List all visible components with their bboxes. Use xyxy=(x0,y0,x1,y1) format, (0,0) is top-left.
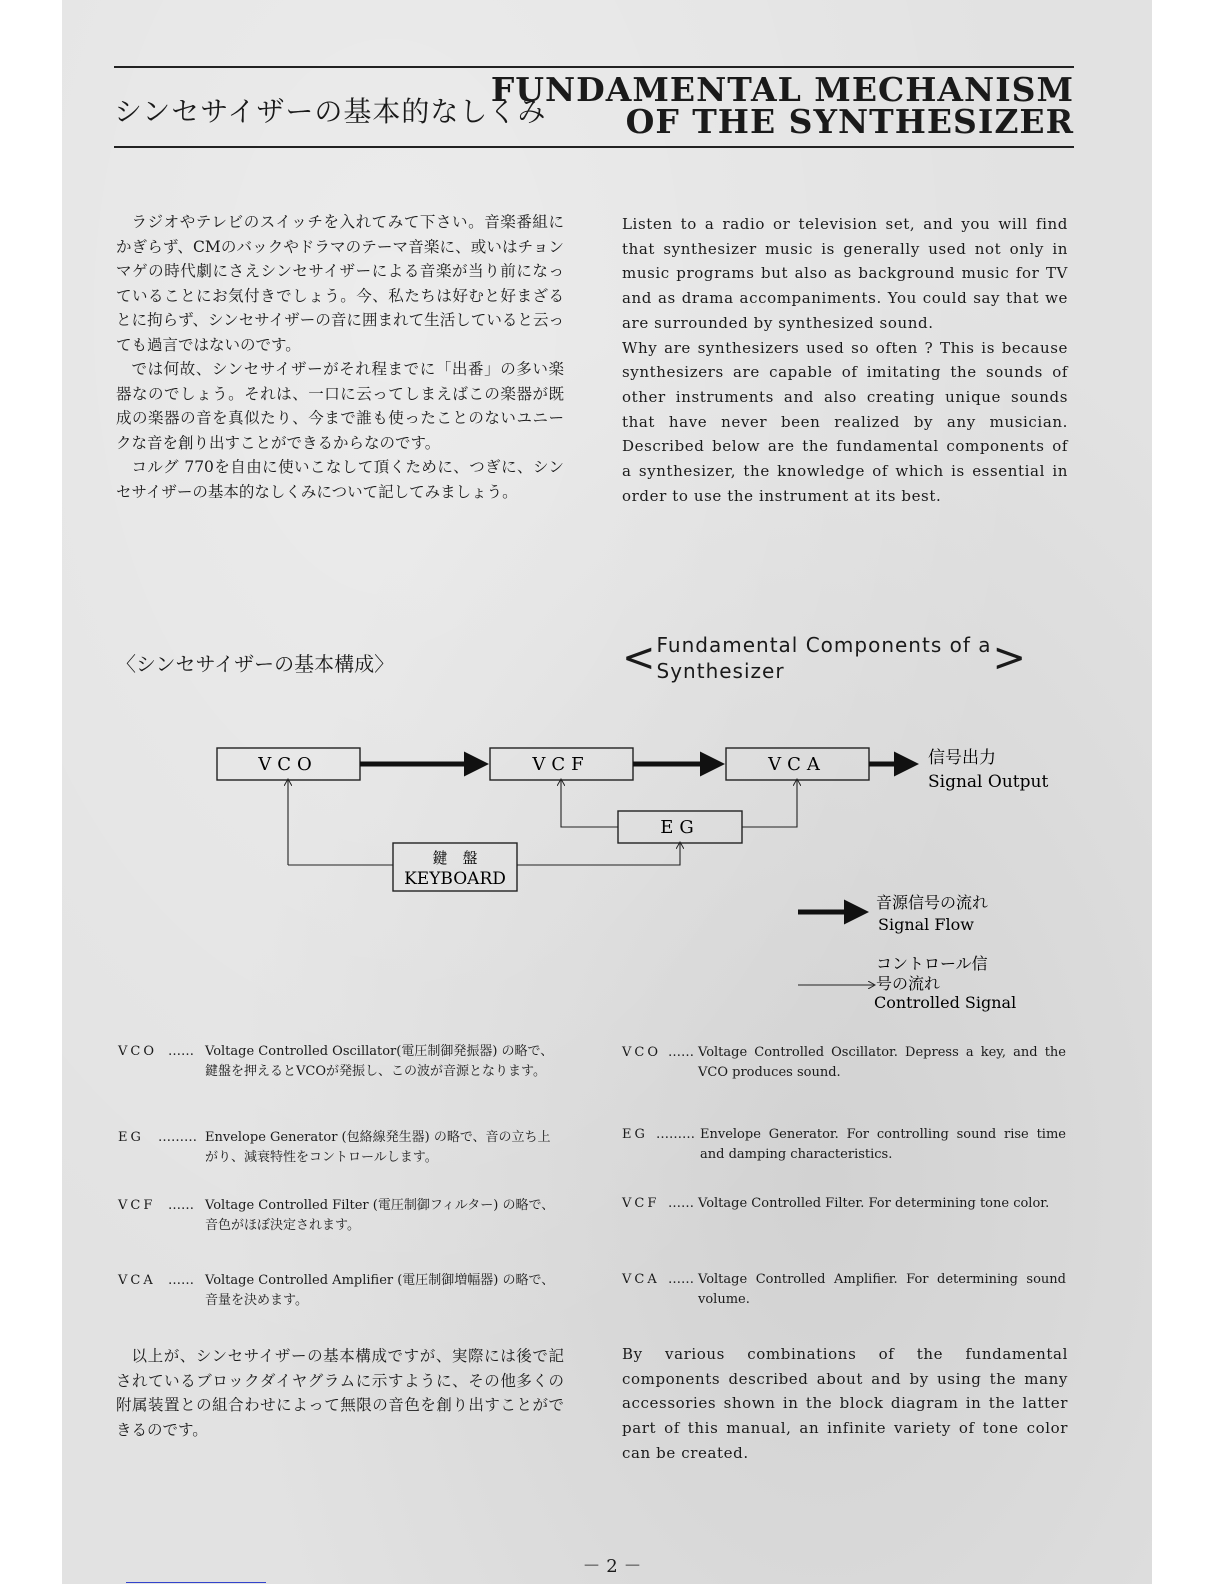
definition-description: Voltage Controlled Amplifier (電圧制御増幅器) の略で、音量を決めます。 xyxy=(205,1273,555,1308)
definition-leader: …… xyxy=(168,1044,194,1059)
keyboard-block xyxy=(393,843,517,891)
legend-control-ja-line1: コントロール信 xyxy=(876,954,988,973)
definition-leader: …… xyxy=(668,1272,694,1287)
definition-term: VCF xyxy=(622,1196,660,1211)
definition-term: VCO xyxy=(118,1044,157,1059)
section-heading-en-text: Fundamental Components of a Synthesizer xyxy=(656,633,992,683)
signal-output-label-ja: 信号出力 xyxy=(928,748,996,768)
signal-output-label-en: Signal Output xyxy=(928,772,1049,792)
definition-leader: ……… xyxy=(656,1127,695,1142)
left-angle-bracket: < xyxy=(622,635,657,681)
definition-description: Envelope Generator. For controlling sound rise time and damping characteristics. xyxy=(700,1127,1066,1162)
page-number: － 2 － xyxy=(582,1556,642,1577)
definition-term: VCF xyxy=(118,1198,156,1213)
definition-leader: …… xyxy=(668,1045,694,1060)
right-angle-bracket: > xyxy=(992,635,1028,681)
definition-term: VCA xyxy=(622,1272,660,1287)
vcf-label: VCF xyxy=(532,754,590,775)
section-heading-ja: 〈シンセサイザーの基本構成〉 xyxy=(116,652,395,676)
eg-to-vca-line xyxy=(742,780,797,827)
definition-term: VCO xyxy=(622,1045,661,1060)
definition-description: Voltage Controlled Filter. For determining tone color. xyxy=(698,1196,1050,1211)
legend-control-ja-line2: 号の流れ xyxy=(876,974,941,993)
closing-en: By various combinations of the fundamental components described about and by using the many accessories shown in the block diagram in the latter part of this manual, an infinite variety of tone color can be created. xyxy=(622,1345,1068,1462)
keyboard-to-eg-line xyxy=(517,843,680,865)
definition-term: EG xyxy=(118,1130,144,1145)
definition-term: EG xyxy=(622,1127,648,1142)
bottom-edge-mark xyxy=(126,1582,266,1583)
intro-en-paragraph-1: Listen to a radio or television set, and you will find that synthesizer music is generally used not only in music programs but also as background music for TV and as drama accompaniments. You could say that we are surrounded by synthesized sound. xyxy=(622,215,1068,332)
closing-ja: 以上が、シンセサイザーの基本構成ですが、実際には後で記されているブロックダイヤグラムに示すように、その他多くの附属装置との組合わせによって無限の音色を創り出すことができるのです。 xyxy=(116,1347,564,1439)
vco-block xyxy=(217,748,360,780)
definition-description: Voltage Controlled Filter (電圧制御フィルター) の略で、音色がほぼ決定されます。 xyxy=(205,1198,555,1233)
legend-signal-flow-ja: 音源信号の流れ xyxy=(876,893,989,912)
vcf-block xyxy=(490,748,633,780)
eg-to-vcf-line xyxy=(561,780,618,827)
eg-block xyxy=(618,811,742,843)
page-title-en-line2: OF THE SYNTHESIZER xyxy=(625,102,1074,141)
definition-term: VCA xyxy=(118,1273,156,1288)
vco-label: VCO xyxy=(258,754,318,775)
legend-signal-flow-en: Signal Flow xyxy=(878,915,974,934)
vca-block xyxy=(726,748,869,780)
keyboard-label-ja: 鍵 盤 xyxy=(432,849,478,867)
eg-label: EG xyxy=(660,817,700,838)
intro-ja-paragraph-3: コルグ 770を自由に使いこなして頂くために、つぎに、シンセサイザーの基本的なしくみについて記してみましょう。 xyxy=(116,458,564,501)
definition-description: Voltage Controlled Oscillator(電圧制御発振器) の略で、鍵盤を押えるとVCOが発振し、この波が音源となります。 xyxy=(205,1044,554,1079)
definition-leader: ……… xyxy=(158,1130,197,1145)
definition-description: Voltage Controlled Amplifier. For determining sound volume. xyxy=(698,1272,1066,1307)
definition-leader: …… xyxy=(168,1198,194,1213)
definition-leader: …… xyxy=(668,1196,694,1211)
vca-label: VCA xyxy=(768,754,826,775)
legend-control-en: Controlled Signal xyxy=(874,993,1017,1012)
page-title-ja: シンセサイザーの基本的なしくみ xyxy=(114,95,547,128)
intro-en-paragraph-2: Why are synthesizers used so often ? This is because synthesizers are capable of imitating the sounds of other instruments and also creating unique sounds that have never been realized by any musician. Described below are the fundamental components of a synthesizer, the knowledge of which is essential in order to use the instrument at its best. xyxy=(622,338,1068,505)
intro-ja-paragraph-1: ラジオやテレビのスイッチを入れてみて下さい。音楽番組にかぎらず、CMのバックやドラマのテーマ音楽に、或いはチョンマゲの時代劇にさえシンセサイザーによる音楽が当り前になっていることにお気付きでしょう。今、私たちは好むと好まざるとに拘らず、シンセサイザーの音に囲まれて生活していると云っても過言ではないのです。 xyxy=(116,213,564,354)
intro-ja-paragraph-2: では何故、シンセサイザーがそれ程までに「出番」の多い楽器なのでしょう。それは、一口に云ってしまえばこの楽器が既成の楽器の音を真似たり、今まで誰も使ったことのないユニークな音を創り出すことができるからなのです。 xyxy=(116,360,564,452)
definition-leader: …… xyxy=(168,1273,194,1288)
definition-description: Envelope Generator (包絡線発生器) の略で、音の立ち上がり、減衰特性をコントロールします。 xyxy=(205,1130,551,1165)
keyboard-label-en: KEYBOARD xyxy=(404,869,506,889)
page-title-en-line1: FUNDAMENTAL MECHANISM xyxy=(490,70,1074,109)
definition-description: Voltage Controlled Oscillator. Depress a key, and the VCO produces sound. xyxy=(698,1045,1066,1080)
